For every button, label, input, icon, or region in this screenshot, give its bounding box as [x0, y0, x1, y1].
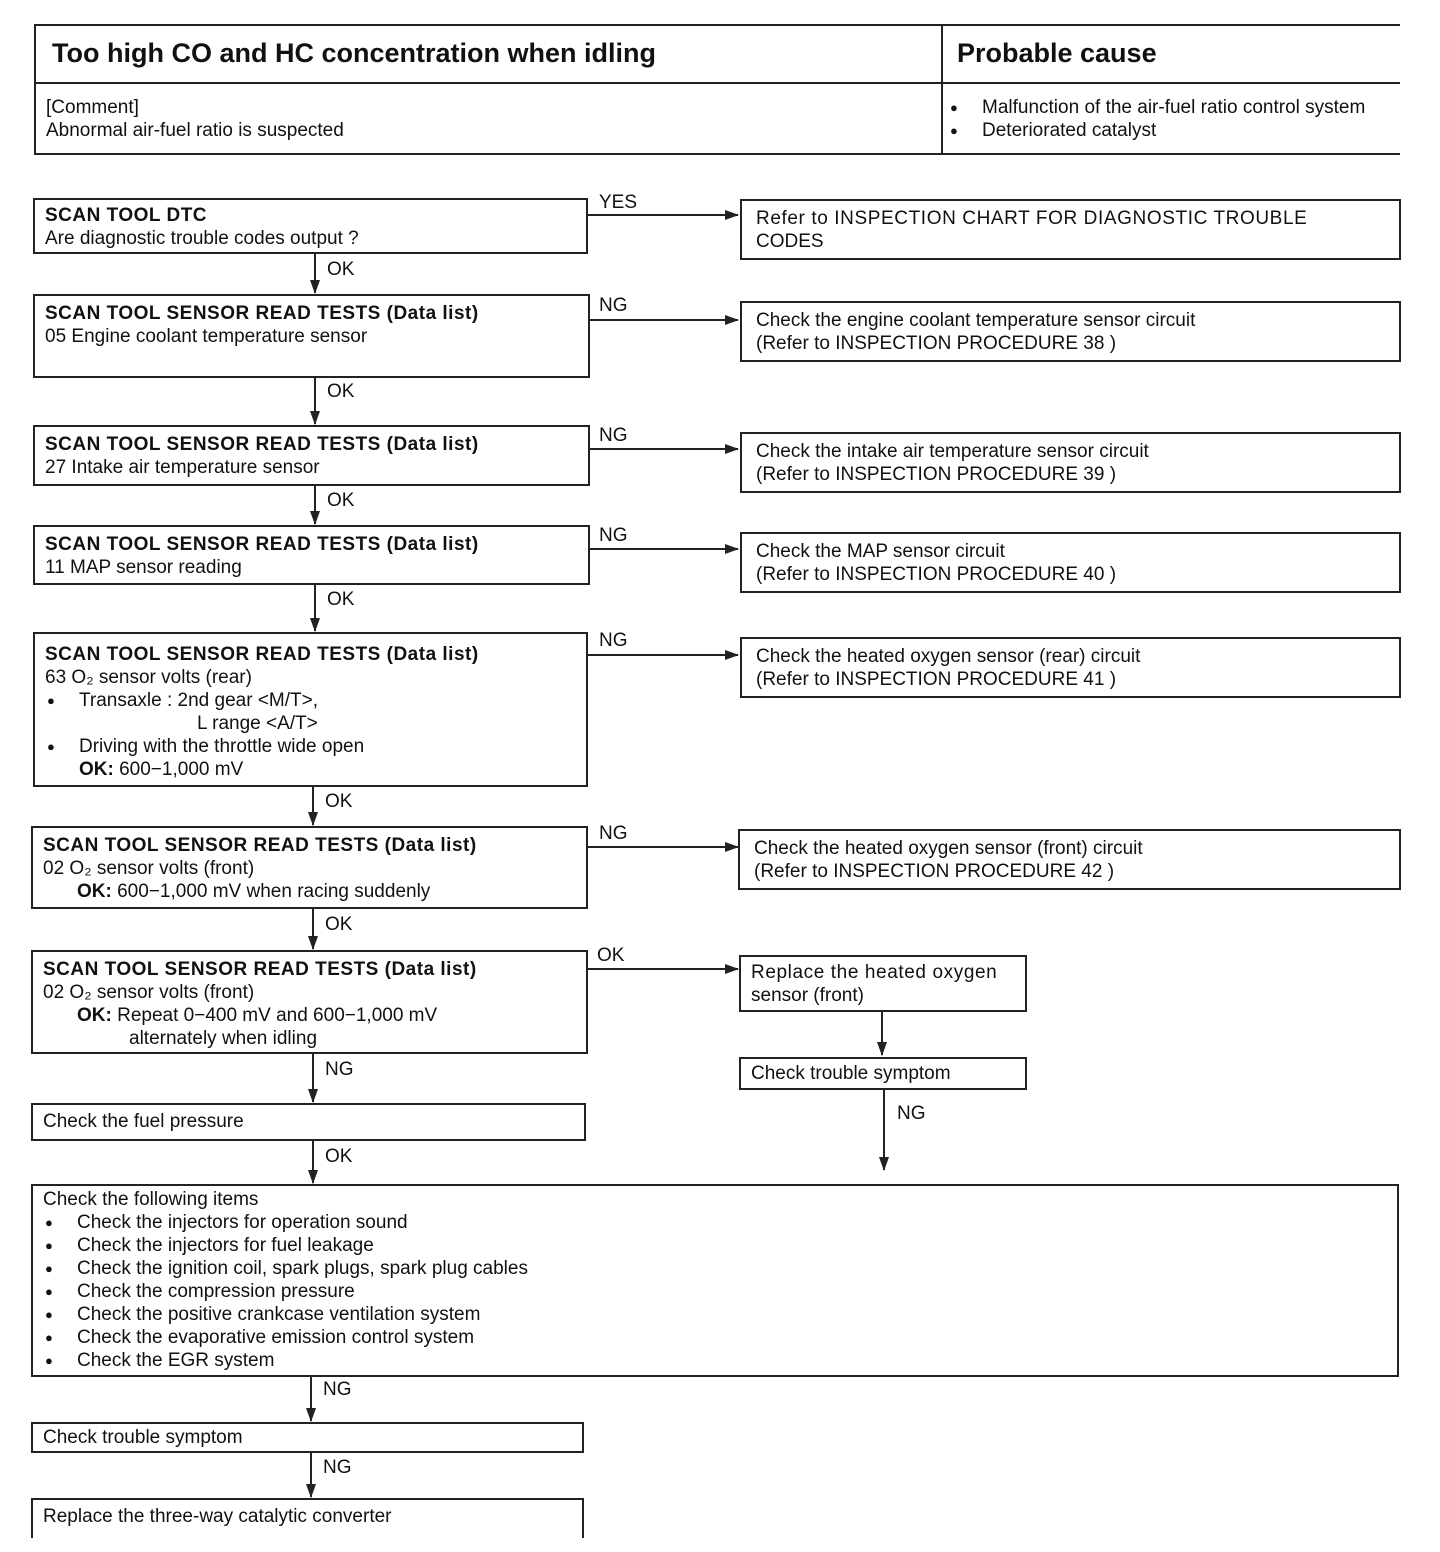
result-o2-front-box	[738, 829, 1401, 890]
label-ok: OK	[325, 1146, 353, 1167]
result-text: Check the heated oxygen sensor (front) circuit	[754, 838, 1143, 859]
ok-criteria-cont: alternately when idling	[129, 1028, 318, 1049]
result-text: Check the intake air temperature sensor circuit	[756, 441, 1149, 462]
label-ng: NG	[323, 1457, 352, 1478]
step-item: Check the fuel pressure	[43, 1111, 244, 1132]
step-item: 11 MAP sensor reading	[45, 557, 242, 578]
result-text: (Refer to INSPECTION PROCEDURE 41 )	[756, 669, 1117, 690]
step-title: SCAN TOOL SENSOR READ TESTS (Data list)	[45, 434, 479, 455]
step-dtc-box	[33, 198, 588, 254]
step-trouble-symptom-box	[31, 1422, 584, 1453]
step-title: SCAN TOOL DTC	[45, 205, 208, 226]
label-ng: NG	[897, 1103, 926, 1124]
result-replace-o2-box	[739, 955, 1027, 1012]
label-yes: YES	[599, 192, 638, 213]
step-item: 05 Engine coolant temperature sensor	[45, 326, 368, 347]
label-ok: OK	[325, 791, 353, 812]
step-question: Are diagnostic trouble codes output ?	[45, 228, 359, 249]
result-text: (Refer to INSPECTION PROCEDURE 39 )	[756, 464, 1117, 485]
result-map-box	[740, 532, 1401, 593]
result-o2-rear-box	[740, 637, 1401, 698]
ok-label: OK:	[77, 1005, 112, 1026]
result-intake-air-box	[740, 432, 1401, 493]
step-title: SCAN TOOL SENSOR READ TESTS (Data list)	[45, 644, 479, 665]
label-ok: OK	[327, 381, 355, 402]
step-item: Check trouble symptom	[43, 1427, 243, 1448]
result-text: (Refer to INSPECTION PROCEDURE 42 )	[754, 861, 1115, 882]
check-item: ● Check the EGR system	[43, 1349, 1387, 1372]
result-trouble-symptom-box	[739, 1057, 1027, 1090]
probable-cause-heading: Probable cause	[957, 38, 1157, 68]
cause-item: ● Malfunction of the air-fuel ratio control system	[950, 96, 1365, 119]
result-coolant-box	[740, 301, 1401, 362]
step-check-items-box	[31, 1184, 1399, 1377]
label-ng: NG	[323, 1379, 352, 1400]
step-title: SCAN TOOL SENSOR READ TESTS (Data list)	[43, 835, 477, 856]
step-title: SCAN TOOL SENSOR READ TESTS (Data list)	[43, 959, 477, 980]
result-dtc-box	[740, 199, 1401, 260]
ok-criteria: 600−1,000 mV when racing suddenly	[117, 881, 431, 902]
step-item: 63 O₂ sensor volts (rear)	[45, 667, 252, 688]
step-title: SCAN TOOL SENSOR READ TESTS (Data list)	[45, 534, 479, 555]
ok-criteria: Repeat 0−400 mV and 600−1,000 mV	[117, 1005, 438, 1026]
result-text: CODES	[756, 231, 824, 252]
result-text: (Refer to INSPECTION PROCEDURE 38 )	[756, 333, 1117, 354]
label-ng: NG	[325, 1059, 354, 1080]
label-ng: NG	[599, 295, 628, 316]
result-text: Replace the heated oxygen	[751, 962, 998, 983]
check-item: ● Check the injectors for fuel leakage	[43, 1234, 1387, 1257]
step-replace-catalytic-box	[31, 1498, 584, 1538]
check-item: ● Check the compression pressure	[43, 1280, 1387, 1303]
result-text: Check the engine coolant temperature sensor circuit	[756, 310, 1196, 331]
label-ng: NG	[599, 823, 628, 844]
result-text: Refer to INSPECTION CHART FOR DIAGNOSTIC TROUBLE	[756, 208, 1308, 229]
step-fuel-pressure-box	[31, 1103, 586, 1141]
label-ok: OK	[597, 945, 625, 966]
ok-label: OK:	[79, 759, 114, 780]
label-ok: OK	[325, 914, 353, 935]
condition-item: ● Transaxle : 2nd gear <M/T>,	[45, 689, 576, 712]
step-coolant-sensor-box	[33, 294, 590, 378]
label-ok: OK	[327, 490, 355, 511]
comment-text: Abnormal air-fuel ratio is suspected	[46, 120, 344, 141]
label-ng: NG	[599, 630, 628, 651]
step-title: Check the following items	[43, 1189, 259, 1210]
step-intake-air-box	[33, 425, 590, 486]
comment-label: [Comment]	[46, 97, 139, 118]
check-item: ● Check the ignition coil, spark plugs, spark plug cables	[43, 1257, 1387, 1280]
step-o2-front-idle-box	[31, 950, 588, 1054]
check-item: ● Check the injectors for operation sound	[43, 1211, 1387, 1234]
result-text: sensor (front)	[751, 985, 864, 1006]
step-o2-front-racing-box	[31, 826, 588, 909]
condition-item-cont: L range <A/T>	[197, 713, 318, 734]
label-ng: NG	[599, 525, 628, 546]
step-o2-rear-box	[33, 632, 588, 787]
step-map-sensor-box	[33, 525, 590, 585]
result-text: (Refer to INSPECTION PROCEDURE 40 )	[756, 564, 1117, 585]
result-text: Check trouble symptom	[751, 1063, 951, 1084]
label-ok: OK	[327, 259, 355, 280]
step-item: 02 O₂ sensor volts (front)	[43, 858, 255, 879]
condition-item: ● Driving with the throttle wide open	[45, 735, 576, 758]
ok-criteria: 600−1,000 mV	[119, 759, 244, 780]
check-item: ● Check the positive crankcase ventilation system	[43, 1303, 1387, 1326]
cause-item: ● Deteriorated catalyst	[950, 119, 1365, 142]
check-item: ● Check the evaporative emission control system	[43, 1326, 1387, 1349]
ok-label: OK:	[77, 881, 112, 902]
step-item: 02 O₂ sensor volts (front)	[43, 982, 255, 1003]
result-text: Check the MAP sensor circuit	[756, 541, 1005, 562]
page-title: Too high CO and HC concentration when idling	[52, 38, 656, 68]
result-text: Check the heated oxygen sensor (rear) circuit	[756, 646, 1141, 667]
step-title: SCAN TOOL SENSOR READ TESTS (Data list)	[45, 303, 479, 324]
step-item: Replace the three-way catalytic converter	[43, 1506, 392, 1527]
label-ng: NG	[599, 425, 628, 446]
step-item: 27 Intake air temperature sensor	[45, 457, 320, 478]
label-ok: OK	[327, 589, 355, 610]
